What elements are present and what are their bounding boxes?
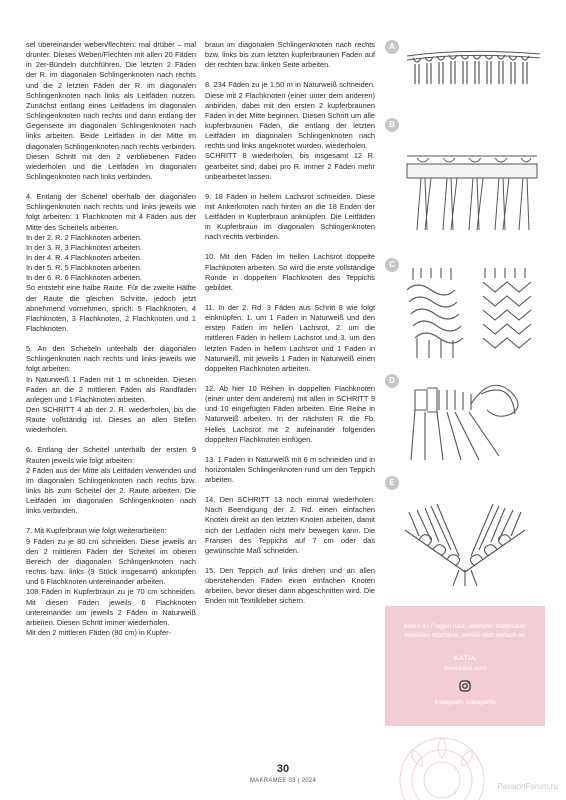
knot-illustration-e (385, 490, 545, 586)
paragraph-step-13: 13. 1 Faden in Naturweiß mit 6 m schneiden und in horizontalen Schlingenknoten rund um den Teppich arbeiten. (205, 454, 375, 485)
illustration-label-c: C (385, 258, 399, 272)
watermark: PassionForum.ru (497, 782, 558, 791)
illustration-label-e: E (385, 476, 399, 490)
magazine-title: MAKRAMEE 03 | 2024 (249, 778, 317, 784)
infobox-brand: KATIA (453, 655, 477, 662)
paragraph-step-9: 9. 18 Fäden in hellem Lachsrot schneiden. Diese mit Ankerknoten nach hinten an die 18 Enden der Leitfäden in Kupferbraun anknüpfen. Die Leitfäden in Kupferbraun im diagonalen Schlingenknoten nach rechts verbinden. (205, 191, 375, 242)
paragraph-step-4: 4. Entlang der Scheitel oberhalb der diagonalen Schlingenknoten nach rechts und links jeweils wie folgt arbeiten: 1 Flachknoten mit 4 Fäden aus der Mitte des Scheitels arbeiten. In der 2. R. 2 Flachknoten arbeiten. In der 3. R. 3 Flachknoten arbeiten. In der 4. R. 4 Flachknoten arbeiten. In der 5. R. 5 Flachknoten arbeiten. In der 6. R. 6 Flachknoten arbeiten. So entsteht eine halbe Raute. Für die zweite Hälfte der Raute die gleichen Schritte, jedoch jetzt abnehmend vornehmen, sprich: 5 Flachknoten, 4 Flachknoten, 3 Flachknoten, 2 Flachknoten und 1 Flachknoten. (26, 192, 196, 334)
paragraph-step-7: 7. Mit Kupferbraun wie folgt weiterarbeiten: 9 Fäden zu je 80 cm schneiden. Diese jeweils an den 2 mittleren Fäden der Scheitel im oberen Bereich der diagonalen Schlingenknoten nach rechts bzw. links (9 Stück insgesamt) anknüpfen und 6 Flachknoten untereinander arbeiten. 108 Fäden in Kupferbraun zu je 70 cm schneiden. Mit diesen Fäden jeweils 6 Flachknoten untereinander um jeweils 2 Fäden in Naturweiß arbeiten. Diesen Schritt immer wiederholen. Mit den 2 mittleren Fäden (80 cm) in Kupfer- (26, 526, 196, 637)
infobox-instagram[interactable]: Instagram: katiayarns (434, 699, 496, 706)
paragraph-step-8: 8. 234 Fäden zu je 1,50 m in Naturweiß schneiden. Diese mit 2 Flachknoten (einer unter dem anderen) anbinden, dabei mit den ersten 2 kupferbraunen Fäden in der Mitte beginnen. Diesen Schritt um alle kupferbraunen Fäden, die entlang der letzten Leitfäden im diagonalen Schlingenknoten nach rechts und links angeknotet wurden, wiederholen. SCHRITT 8 wiederholen, bis insgesamt 12 R. gearbeitet sind, dabei pro R. immer 2 Fäden mehr unbearbeitet lassen. (205, 80, 375, 181)
instagram-icon (459, 680, 471, 692)
text-column-middle (205, 40, 375, 617)
illustration-label-d: D (385, 374, 399, 388)
illustration-label-a: A (385, 40, 399, 54)
page-number: 30 (276, 763, 290, 775)
paragraph-step-6: 6. Entlang der Scheitel unterhalb der ersten 9 Rauten jeweils wie folgt arbeiten: 2 Fäden aus der Mitte als Leitfäden verwenden und im diagonalen Schlingenknoten nach rechts bzw. links bis zum Scheitel der 2. Raute arbeiten. Die Leitfäden im diagonalen Schlingenknoten nach links verbinden. (26, 445, 196, 516)
paragraph-step-14: 14. Den SCHRITT 13 noch einmal wiederholen. Nach Beendigung der 2. Rd. einen einfachen Knoten direkt an den letzten Knoten arbeiten, damit sich der Leitfaden nicht mehr bewegen kann. Die Fransen des Teppichs auf 7 cm oder das gewünschte Maß schneiden. (205, 495, 375, 555)
illustration-label-b: B (385, 118, 399, 132)
paragraph-step-10: 10. Mit den Fäden im hellen Lachsrot doppelte Flachknoten arbeiten. So wird die erste vollständige Runde in doppelten Flachknoten des Teppichs gebildet. (205, 252, 375, 292)
paragraph-step-5: 5. An den Scheiteln unterhalb der diagonalen Schlingenknoten nach rechts und links jeweils wie folgt arbeiten: In Naturweiß 1 Faden mit 1 m schneiden. Diesen Faden an die 2 mittleren Fäden als Randfäden anlegen und 1 Flachknoten arbeiten. Den SCHRITT 4 ab der 2. R. wiederholen, bis die Raute vollständig ist. Dieses an allen Stellen wiederholen. (26, 344, 196, 435)
knot-illustration-c (385, 268, 545, 358)
infobox-url[interactable]: www.katia.com (443, 665, 487, 672)
mandala-decoration (382, 700, 492, 800)
infobox-text: Wenn du Fragen hast, und/oder Materialien bestellen möchtest, wende dich einfach an (403, 623, 527, 639)
knot-illustration-b (385, 134, 545, 234)
paragraph-weave: sel übereinander weben/flechten: mal drüber – mal drunter. Dieses Weben/Flechten mit allen 20 Fäden in 2er-Bündeln durchführen. Die letzten 2 Fäden der R. im diagonalen Schlingenknoten nach rechts und die 2 letzten Fäden der R. im diagonalen Schlingenknoten nach links als Leitfäden nutzen. Zunächst entlang eines Leitfadens im diagonalen Schlingenknoten nach rechts und dann entlang der Gegenseite im diagonalen Schlingenknoten nach links arbeiten. Beide Leitfäden in der Mitte im diagonalen Schlingenknoten nach rechts verbinden. Diesen Schritt mit den 2 verbliebenen Fäden wiederholen und die Leitfäden im diagonalen Schlingenknoten nach links verbinden. (26, 40, 196, 182)
paragraph-step-12: 12. Ab hier 10 Reihen in doppelten Flachknoten (einer unter dem anderem) mit allen in SCHRITT 9 und 10 eingefügten Fäden arbeiten. Eine Reihe in Naturweiß arbeiten. In der nächsten R. die Fb. Helles Lachsrot mit 2 aufeinander folgenden doppelten Flachknoten einfügen. (205, 383, 375, 444)
paragraph-step-11: 11. In der 2. Rd. 3 Fäden aus Schritt 8 wie folgt einknüpfen: 1. um 1 Faden in Naturweiß und den ersten Faden im hellen Lachsrot, 2. um die mittleren Fäden in hellem Lachsrot und 3. um den letzten Faden in hellem Lachsrot und 1 Faden in Naturweiß, mit jeweils 1 Faden in Naturweiß einen doppelten Flachknoten arbeiten. (205, 303, 375, 373)
knot-illustration-d (385, 384, 545, 464)
text-column-left (26, 40, 196, 648)
paragraph-step-7-cont: braun im diagonalen Schlingenknoten nach rechts bzw. links bis zum letzten kupferbraunen Faden auf der rechten bzw. linken Seite arbeiten. (205, 40, 375, 70)
knot-illustration-a (385, 44, 545, 88)
paragraph-step-15: 15. Den Teppich auf links drehen und an allen überstehenden Fäden einen einfachen Knoten arbeiten, bevor dieser dann abgeschnitten wird. Die Enden mit Textilkleber sichern. (205, 566, 375, 606)
